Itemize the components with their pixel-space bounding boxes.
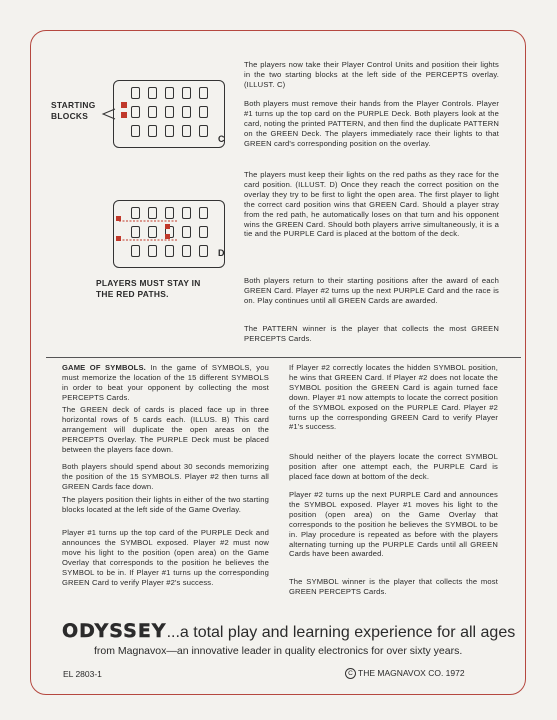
overlay-cell bbox=[182, 87, 191, 99]
symbols-intro bbox=[62, 363, 269, 403]
starting-blocks-label: STARTING BLOCKS bbox=[51, 100, 96, 121]
odyssey-logo: ODYSSEY bbox=[62, 620, 167, 642]
player-light bbox=[116, 236, 121, 241]
player-light bbox=[165, 234, 170, 239]
right-paragraph-3: Player #2 turns up the next PURPLE Card and announces the SYMBOL exposed. Player #1 moves his light to the position (open area) on the Game Overlay that corresponds to the position he believes the SYMBOL to be in. Play procedure is repeated as before with the players alternating turning up the PURPLE Cards until all GREEN Cards have been awarded. bbox=[289, 490, 498, 559]
top-paragraph-2: Both players must remove their hands from the Player Controls. Player #1 turns up the top card on the PURPLE Deck. Both players look at the card, noting the printed PATTERN, and then find the duplicate PATTERN on the GREEN Deck. The players immediately race their lights to that GREEN card's corresponding position on the overlay. bbox=[244, 99, 499, 148]
copyright-text: THE MAGNAVOX CO. 1972 bbox=[358, 668, 465, 678]
illustration-d-letter: D bbox=[218, 248, 225, 258]
illustration-c-overlay bbox=[113, 80, 225, 148]
left-paragraph-1: The GREEN deck of cards is placed face up in three horizontal rows of 5 cards each. (ILLUS. B) This card arrangement will duplicate the open areas on the PERCEPTS Overlay. The PURPLE Deck must be placed between the players face down. bbox=[62, 405, 269, 454]
overlay-cell bbox=[165, 106, 174, 118]
left-paragraph-4: Player #1 turns up the top card of the PURPLE Deck and announces the SYMBOL exposed. Player #2 must now move his light to the position (open area) on the Game Overlay that corresponds to the position he believes the SYMBOL to be in. If Player #1 turns up the corresponding GREEN Card to verify Player #2's success. bbox=[62, 528, 269, 587]
overlay-cell bbox=[148, 106, 157, 118]
overlay-cell bbox=[199, 87, 208, 99]
top-paragraph-1: The players now take their Player Control Units and position their lights in the two starting blocks at the left side of the PERCEPTS overlay. (ILLUST. C) bbox=[244, 60, 499, 89]
top-paragraph-4: Both players return to their starting positions after the award of each GREEN Card. Player #2 turns up the next PURPLE Card and the race is on. Play continues until all GREEN Cards are awarded. bbox=[244, 276, 499, 305]
overlay-cell bbox=[199, 125, 208, 137]
left-paragraph-2: Both players should spend about 30 seconds memorizing the position of the 15 SYMBOLS. Player #2 then turns all GREEN Cards face down. bbox=[62, 462, 269, 491]
overlay-cell bbox=[165, 125, 174, 137]
copyright-notice bbox=[345, 668, 465, 679]
symbols-heading: GAME OF SYMBOLS. bbox=[62, 363, 146, 372]
right-paragraph-4: The SYMBOL winner is the player that collects the most GREEN PERCEPTS Cards. bbox=[289, 577, 498, 596]
copyright-icon: C bbox=[345, 668, 356, 679]
symbols-intro-text: In the game of SYMBOLS, you must memorize the location of the 15 different SYMBOLS in order to beat your opponent by collecting the most PERCEPTS Cards. bbox=[62, 363, 270, 402]
player-light bbox=[116, 216, 121, 221]
overlay-cell bbox=[131, 87, 140, 99]
brand-tagline: ...a total play and learning experience for all ages bbox=[166, 624, 516, 641]
document-code: EL 2803-1 bbox=[63, 669, 102, 679]
starting-block bbox=[121, 102, 127, 108]
overlay-cell bbox=[148, 87, 157, 99]
top-paragraph-5: The PATTERN winner is the player that collects the most GREEN PERCEPTS Cards. bbox=[244, 324, 499, 343]
red-path-lines bbox=[113, 200, 223, 266]
starting-block bbox=[121, 112, 127, 118]
section-divider bbox=[46, 357, 521, 358]
overlay-cell bbox=[148, 125, 157, 137]
overlay-cell bbox=[199, 106, 208, 118]
top-paragraph-3: The players must keep their lights on the red paths as they race for the card position. (ILLUST. D) Once they reach the correct position on the overlay they try to be first to light the open area. The first player to light the correct card position wins that GREEN Card. Should a player stray from the red path, he automatically loses on that turn and his opponent wins the GREEN Card. Should both players arrive simultaneously, it is a tie and the PURPLE Card is placed at the bottom of the deck. bbox=[244, 170, 499, 239]
illustration-c-letter: C bbox=[218, 134, 225, 144]
overlay-cell bbox=[182, 106, 191, 118]
red-paths-caption: PLAYERS MUST STAY IN THE RED PATHS. bbox=[96, 278, 201, 299]
right-paragraph-1: If Player #2 correctly locates the hidden SYMBOL position, he wins that GREEN Card. If Player #2 does not locate the SYMBOL position the GREEN Card is again turned face down. Player #1 now attempts to locate the correct position of the SYMBOL exposed on the PURPLE Card. Player #2 turns up the corresponding GREEN Card to verify Player #1's success. bbox=[289, 363, 498, 432]
overlay-cell bbox=[131, 125, 140, 137]
player-light bbox=[165, 224, 170, 229]
left-paragraph-3: The players position their lights in either of the two starting blocks located at the left side of the Game Overlay. bbox=[62, 495, 269, 514]
magnavox-subline: from Magnavox—an innovative leader in quality electronics for over sixty years. bbox=[94, 645, 463, 657]
overlay-cell bbox=[131, 106, 140, 118]
illustration-d-overlay bbox=[113, 200, 225, 268]
overlay-cell bbox=[165, 87, 174, 99]
brand-row bbox=[62, 620, 515, 642]
overlay-cell bbox=[182, 125, 191, 137]
right-paragraph-2: Should neither of the players locate the correct SYMBOL position after one attempt each, the PURPLE Card is placed face down at bottom of the deck. bbox=[289, 452, 498, 481]
